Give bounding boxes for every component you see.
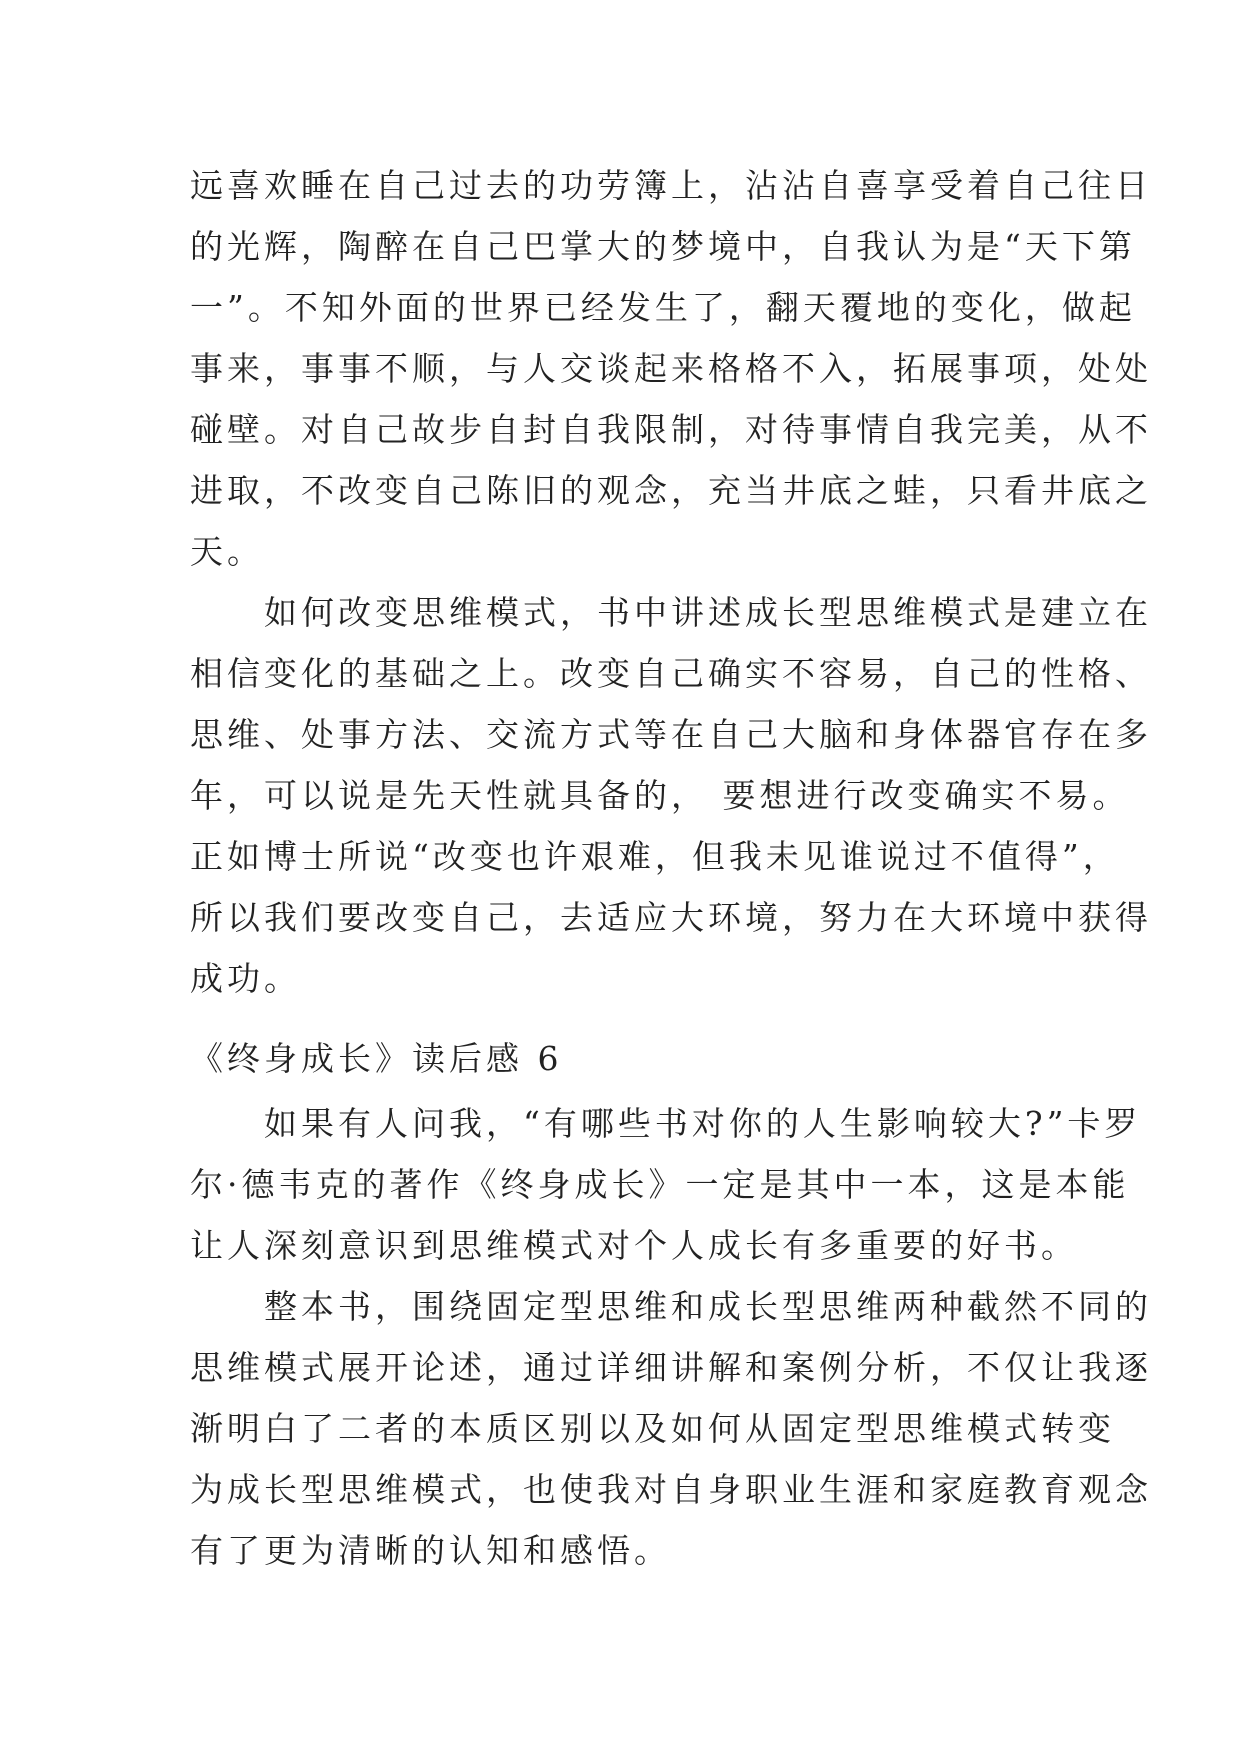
text-line: 事来，事事不顺，与人交谈起来格格不入，拓展事项，处处 — [190, 349, 1152, 388]
text-line: 为成长型思维模式，也使我对自身职业生涯和家庭教育观念 — [190, 1470, 1152, 1509]
text-line: 让人深刻意识到思维模式对个人成长有多重要的好书。 — [190, 1226, 1078, 1265]
paragraph-4 — [190, 1276, 1152, 1581]
text-line: 远喜欢睡在自己过去的功劳簿上，沾沾自喜享受着自己往日 — [190, 166, 1152, 205]
text-line: 相信变化的基础之上。改变自己确实不容易，自己的性格、 — [190, 654, 1152, 693]
text-line: 如何改变思维模式，书中讲述成长型思维模式是建立在 — [190, 593, 1152, 632]
text-line: 的光辉，陶醉在自己巴掌大的梦境中，自我认为是“天下第 — [190, 227, 1136, 266]
text-line: 思维、处事方法、交流方式等在自己大脑和身体器官存在多 — [190, 715, 1152, 754]
paragraph-2 — [190, 582, 1152, 1009]
text-line: 碰壁。对自己故步自封自我限制，对待事情自我完美，从不 — [190, 410, 1152, 449]
text-line: 天。 — [190, 532, 264, 571]
text-line: 正如博士所说“改变也许艰难，但我未见谁说过不值得”， — [190, 837, 1120, 876]
text-line: 一”。不知外面的世界已经发生了，翻天覆地的变化，做起 — [190, 288, 1136, 327]
text-line: 年，可以说是先天性就具备的， 要想进行改变确实不易。 — [190, 776, 1130, 815]
text-line: 进取，不改变自己陈旧的观念，充当井底之蛙，只看井底之 — [190, 471, 1152, 510]
text-line: 尔·德韦克的著作《终身成长》一定是其中一本，这是本能 — [190, 1165, 1130, 1204]
text-line: 渐明白了二者的本质区别以及如何从固定型思维模式转变 — [190, 1409, 1115, 1448]
text-line: 有了更为清晰的认知和感悟。 — [190, 1531, 671, 1570]
paragraph-3 — [190, 1093, 1142, 1276]
text-line: 整本书，围绕固定型思维和成长型思维两种截然不同的 — [190, 1287, 1152, 1326]
text-line: 成功。 — [190, 959, 301, 998]
paragraph-1 — [190, 155, 1152, 582]
text-line: 思维模式展开论述，通过详细讲解和案例分析，不仅让我逐 — [190, 1348, 1152, 1387]
text-line: 所以我们要改变自己，去适应大环境，努力在大环境中获得 — [190, 898, 1152, 937]
section-title: 《终身成长》读后感 6 — [190, 1039, 563, 1078]
text-line: 如果有人问我，“有哪些书对你的人生影响较大?”卡罗 — [190, 1104, 1142, 1143]
